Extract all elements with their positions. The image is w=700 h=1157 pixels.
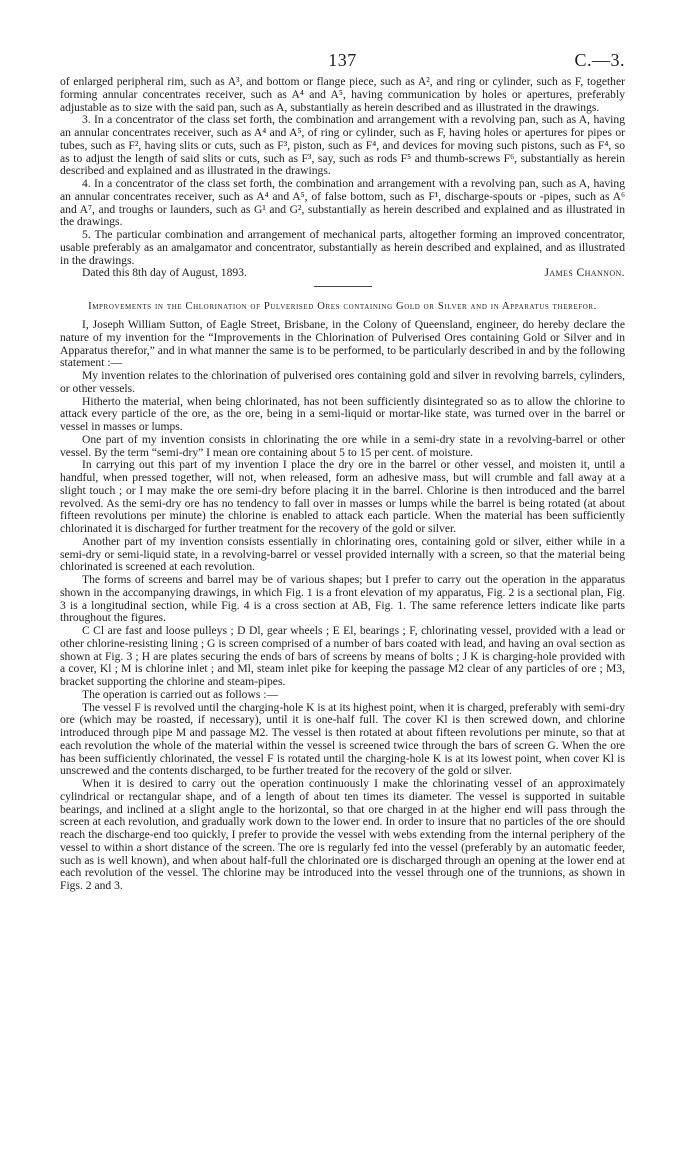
body-paragraph: C Cl are fast and loose pulleys ; D Dl, gear wheels ; E El, bearings ; F, chlorinating vessel, provided with a lead or other chlorine-resisting lining ; G is screen comprised of a number of bars coated with lead, and having an oval section as shown at Fig. 3 ; H are plates securing the ends of bars of screens by means of bolts ; J K is charging-hole provided with a cover, Kl ; M is chlorine inlet ; and Ml, steam inlet pike for keeping the passage M2 clear of any particles of ore ; M3, bracket supporting the chlorine and steam-pipes. <box>60 624 625 688</box>
page-number: 137 <box>328 50 357 70</box>
body-paragraph: I, Joseph William Sutton, of Eagle Street, Brisbane, in the Colony of Queensland, engineer, do hereby declare the nature of my invention for the “Improvements in the Chlorination of Pulverised Ores containing Gold or Silver and in Apparatus therefor,” and in what manner the same is to be performed, to be particularly described in and by the following statement :— <box>60 318 625 370</box>
dated-text: Dated this 8th day of August, 1893. <box>82 266 247 280</box>
section-divider <box>314 286 372 287</box>
body-paragraph: The vessel F is revolved until the charging-hole K is at its highest point, when it is charged, preferably with semi-dry ore (which may be roasted, if necessary), until it is one-half full. The cover Kl is then screwed down, and chlorine introduced through pipe M and passage M2. The vessel is then rotated at about fifteen revolutions per minute, so that at each revolution the whole of the material within the vessel is screened twice through the bars of screen G. When the ore has been sufficiently chlorinated, the vessel F is rotated until the charging-hole K is at its lowest point, when cover Kl is unscrewed and the contents discharged, to be further treated for the recovery of the gold or silver. <box>60 700 625 778</box>
dated-line <box>60 267 625 280</box>
body-paragraph: In carrying out this part of my invention I place the dry ore in the barrel or other vessel, and moisten it, until a handful, when pressed together, will not, when released, form an adhesive mass, but will crumble and fall away at a slight touch ; or I may make the ore semi-dry before placing it in the barrel. Chlorine is then introduced and the barrel revolved. As the semi-dry ore has no tendency to fall over in masses or lumps while the barrel is being rotated (at about fifteen revolutions per minute) the chlorine is enabled to attack each particle. When the material has been sufficiently chlorinated it is discharged for further treatment for the recovery of the gold or silver. <box>60 458 625 535</box>
body-paragraph: Another part of my invention consists essentially in chlorinating ores, containing gold or silver, either while in a semi-dry or semi-liquid state, in a revolving-barrel or vessel provided internally with a screen, so that the material being chlorinated is screened at each revolution. <box>60 534 625 574</box>
body-paragraph: One part of my invention consists in chlorinating the ore while in a semi-dry state in a revolving-barrel or other vessel. By the term “semi-dry” I mean ore containing about 5 to 15 per cent. of moisture. <box>60 432 625 459</box>
body-paragraph: Hitherto the material, when being chlorinated, has not been sufficiently disintegrated so as to allow the chlorine to attack every particle of the ore, as the ore, being in a semi-liquid or mortar-like state, was turned over in the barrel or vessel in masses or lumps. <box>60 394 625 433</box>
document-reference: C.—3. <box>574 50 625 70</box>
section-title: Improvements in the Chlorination of Pulverised Ores containing Gold or Silver and in Apparatus therefor. <box>88 301 597 312</box>
claim-paragraph: 4. In a concentrator of the class set forth, the combination and arrangement with a revolving pan, such as A, having an annular concentrates receiver, such as A⁴ and A⁵, of false bottom, such as F¹, discharge-spouts or -pipes, such as A⁶ and A⁷, and troughs or launders, such as G¹ and G², substantially as herein described and explained and as illustrated in the drawings. <box>60 177 625 229</box>
body-paragraph: My invention relates to the chlorination of pulverised ores containing gold and silver in revolving barrels, cylinders, or other vessels. <box>60 369 625 395</box>
body-paragraph: The operation is carried out as follows :— <box>82 687 279 701</box>
page-header <box>60 50 625 76</box>
claim-paragraph: 5. The particular combination and arrangement of mechanical parts, altogether forming an improved concentrator, usable preferably as an amalgamator and concentrator, substantially as herein described and explained, and as illustrated in the drawings. <box>60 228 625 267</box>
body-paragraph: When it is desired to carry out the operation continuously I make the chlorinating vessel of an approximately cylindrical or rectangular shape, and of a length of about ten times its diameter. The vessel is supported in suitable bearings, and inclined at a slight angle to the horizontal, so that ore charged in at the higher end will pass through the screen at each revolution, and gradually work down to the lower end. In order to insure that no particles of the ore should reach the discharge-end too quickly, I prefer to provide the vessel with webs extending from the internal periphery of the vessel to within a short distance of the screen. The ore is regularly fed into the vessel (preferably by an automatic feeder, such as is well known), and when about half-full the chlorinated ore is discharged through an opening at the lower end at each revolution of the vessel. The chlorine may be introduced into the vessel through one of the trunnions, as shown in Figs. 2 and 3. <box>60 777 625 892</box>
claim-paragraph: 3. In a concentrator of the class set forth, the combination and arrangement with a revolving pan, such as A, having an annular concentrates receiver, such as A⁴ and A⁵, of ring or cylinder, such as F, having holes or apertures for pipes or tubes, such as F², having slits or cuts, such as F³, piston, such as F⁴, and devices for moving such pistons, such as F⁴, so as to adjust the length of said slits or cuts, such as F³, say, such as rods F⁵ and thumb-screws F⁶, substantially as herein described and explained and as illustrated in the drawings. <box>60 113 625 178</box>
signature: James Channon. <box>544 266 625 280</box>
body-paragraph: The forms of screens and barrel may be of various shapes; but I prefer to carry out the operation in the apparatus shown in the accompanying drawings, in which Fig. 1 is a front elevation of my apparatus, Fig. 2 is a sectional plan, Fig. 3 is a longitudinal section, while Fig. 4 is a cross section at AB, Fig. 1. The same reference letters indicate like parts throughout the figures. <box>60 573 625 625</box>
document-page <box>60 50 625 893</box>
claim-continuation: of enlarged peripheral rim, such as A³, and bottom or flange piece, such as A², and ring or cylinder, such as F, together forming annular concentrates receiver, such as A⁴ and A⁵, having communication by holes or apertures, preferably adjustable as to size with the said pan, such as A, substantially as herein described and as illustrated in the drawings. <box>60 75 625 114</box>
